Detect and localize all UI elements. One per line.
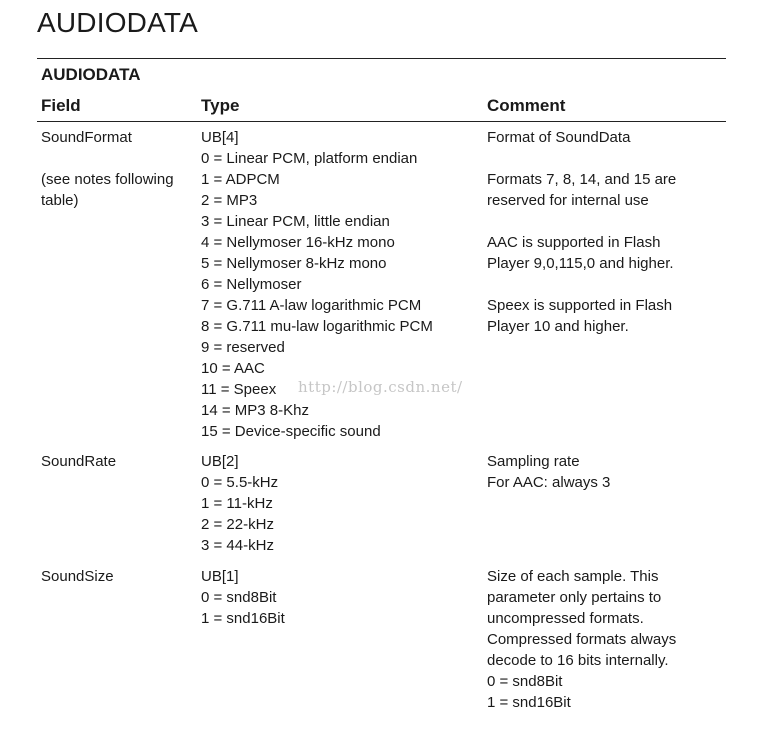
comment-line [487,274,726,295]
field-cell [37,566,197,716]
comment-line: Size of each sample. This [487,568,659,585]
type-cell [197,451,484,566]
comment-line: Player 10 and higher. [487,318,629,335]
blog-watermark: http://blog.csdn.net/ [298,378,463,396]
comment-line: 0 = snd8Bit [487,673,563,690]
field-cell [37,451,197,566]
field-line: table) [41,192,79,209]
comment-line: reserved for internal use [487,192,649,209]
type-line: UB[2] [201,453,239,470]
type-line: 8 = G.711 mu-law logarithmic PCM [201,318,433,335]
page-title: AUDIODATA [37,7,198,38]
header-comment: Comment [487,96,566,115]
type-line: 3 = Linear PCM, little endian [201,213,390,230]
comment-line: 1 = snd16Bit [487,694,571,711]
type-line: 6 = Nellymoser [201,276,302,293]
type-line: 5 = Nellymoser 8-kHz mono [201,255,387,272]
type-line: 1 = snd16Bit [201,610,285,627]
type-line: 10 = AAC [201,360,265,377]
field-cell [37,127,197,451]
table-title: AUDIODATA [41,65,141,84]
field-line: (see notes following [41,171,174,188]
comment-line: AAC is supported in Flash [487,234,661,251]
type-line: 15 = Device-specific sound [201,423,381,440]
comment-line [487,211,726,232]
type-line: UB[4] [201,129,239,146]
comment-line: Formats 7, 8, 14, and 15 are [487,171,677,188]
type-line: 2 = 22-kHz [201,516,274,533]
field-line: SoundFormat [41,129,132,146]
type-line: 11 = Speex [201,381,277,398]
type-cell [197,566,484,716]
header-type: Type [201,96,240,115]
type-line: 2 = MP3 [201,192,258,209]
comment-line: Sampling rate [487,453,580,470]
comment-line: Player 9,0,115,0 and higher. [487,255,674,272]
comment-cell [484,127,726,451]
type-line: 9 = reserved [201,339,285,356]
type-line: 4 = Nellymoser 16-kHz mono [201,234,395,251]
comment-line: For AAC: always 3 [487,474,611,491]
type-line: 0 = snd8Bit [201,589,277,606]
type-line: 1 = 11-kHz [201,495,273,512]
type-line: 3 = 44-kHz [201,537,274,554]
table-row-soundsize [37,566,726,716]
field-line [41,148,197,169]
comment-line: decode to 16 bits internally. [487,652,669,669]
comment-line: Format of SoundData [487,129,631,146]
type-line: 0 = Linear PCM, platform endian [201,150,418,167]
comment-line: uncompressed formats. [487,610,644,627]
audiodata-table [37,58,726,716]
comment-line: parameter only pertains to [487,589,662,606]
type-line: 0 = 5.5-kHz [201,474,279,491]
type-cell [197,127,484,451]
type-line: UB[1] [201,568,239,585]
comment-line: Speex is supported in Flash [487,297,673,314]
table-row-soundformat [37,122,726,451]
comment-cell [484,451,726,566]
field-line: SoundSize [41,568,114,585]
field-line: SoundRate [41,453,117,470]
comment-cell [484,566,726,716]
comment-line: Compressed formats always [487,631,677,648]
header-field: Field [41,96,81,115]
comment-line [487,148,726,169]
type-line: 1 = ADPCM [201,171,280,188]
type-line: 14 = MP3 8-Khz [201,402,309,419]
table-header-row [37,91,726,122]
type-line: 7 = G.711 A-law logarithmic PCM [201,297,422,314]
table-row-soundrate [37,451,726,566]
